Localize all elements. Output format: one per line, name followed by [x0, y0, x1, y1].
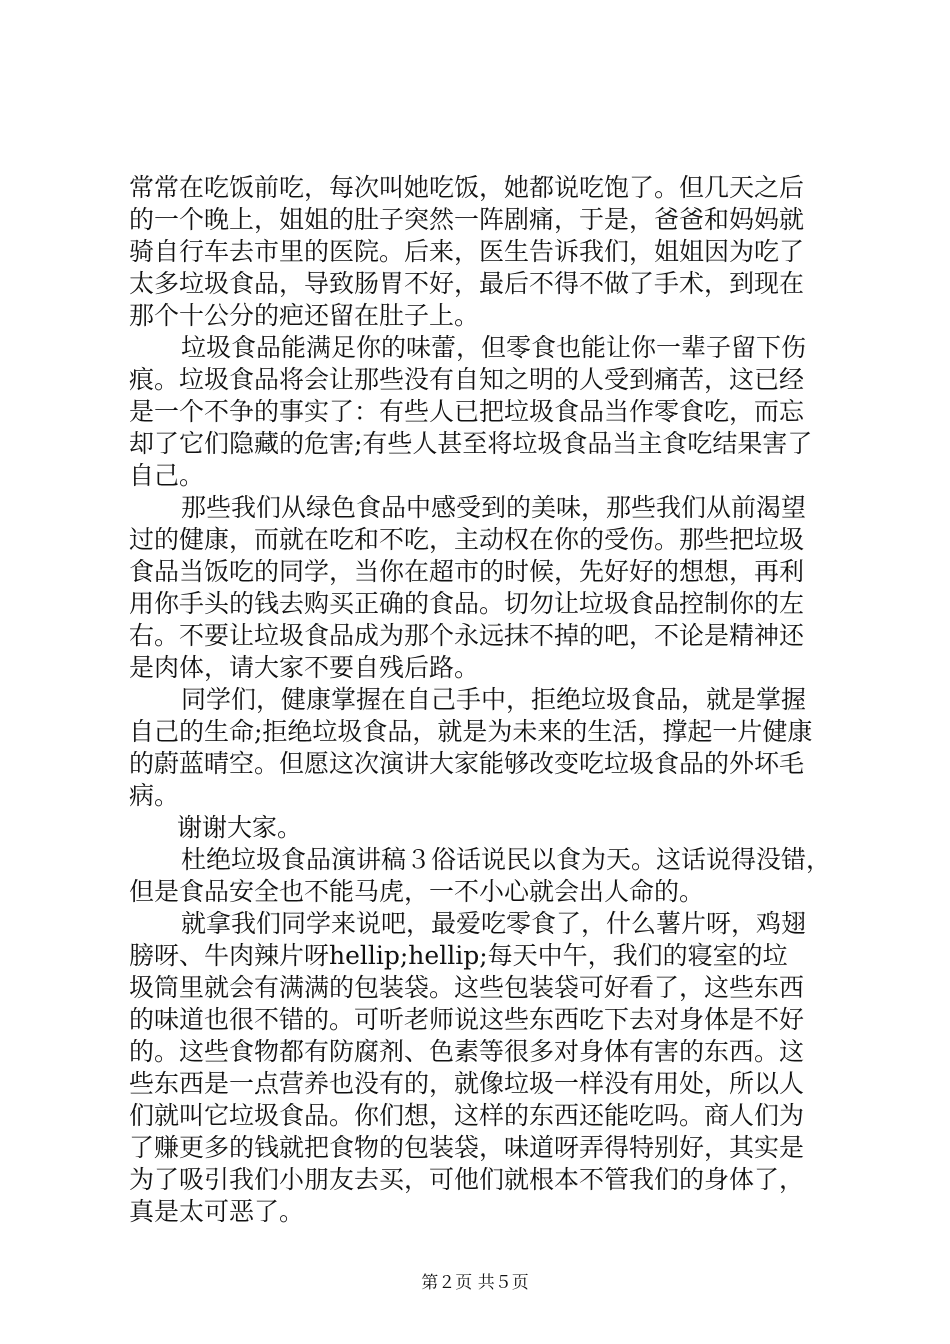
- text-line: 用你手头的钱去购买正确的食品。切勿让垃圾食品控制你的左: [129, 589, 805, 618]
- text-line: 自己的生命;拒绝垃圾食品，就是为未来的生活，撑起一片健康: [129, 717, 813, 746]
- text-line: 太多垃圾食品，导致肠胃不好，最后不得不做了手术，到现在: [129, 269, 805, 298]
- text-line: 的一个晚上，姐姐的肚子突然一阵剧痛，于是，爸爸和妈妈就: [129, 205, 805, 234]
- text-line: 骑自行车去市里的医院。后来，医生告诉我们，姐姐因为吃了: [129, 237, 805, 266]
- text-line: 膀呀、牛肉辣片呀hellip;hellip;每天中午，我们的寝室的垃: [129, 941, 788, 970]
- text-line: 过的健康，而就在吃和不吃，主动权在你的受伤。那些把垃圾: [129, 525, 805, 554]
- text-line: 真是太可恶了。: [129, 1197, 305, 1226]
- document-body: [129, 172, 833, 1228]
- paragraph-start-line: 垃圾食品能满足你的味蕾，但零食也能让你一辈子留下伤: [181, 333, 807, 362]
- text-line: 们就叫它垃圾食品。你们想，这样的东西还能吃吗。商人们为: [129, 1101, 805, 1130]
- text-line: 的味道也很不错的。可听老师说这些东西吃下去对身体是不好: [129, 1005, 805, 1034]
- text-line: 却了它们隐藏的危害;有些人甚至将垃圾食品当主食吃结果害了: [129, 429, 813, 458]
- text-line: 圾筒里就会有满满的包装袋。这些包装袋可好看了，这些东西: [129, 973, 805, 1002]
- text-line: 的蔚蓝晴空。但愿这次演讲大家能够改变吃垃圾食品的外坏毛: [129, 749, 805, 778]
- text-line: 的。这些食物都有防腐剂、色素等很多对身体有害的东西。这: [129, 1037, 805, 1066]
- text-line: 痕。垃圾食品将会让那些没有自知之明的人受到痛苦，这已经: [129, 365, 805, 394]
- text-line: 为了吸引我们小朋友去买，可他们就根本不管我们的身体了，: [129, 1165, 805, 1194]
- page-number-footer: 第２页 共５页: [421, 1273, 529, 1293]
- text-line: 病。: [129, 781, 180, 810]
- text-line: 自己。: [129, 461, 205, 490]
- text-line: 些东西是一点营养也没有的，就像垃圾一样没有用处，所以人: [129, 1069, 805, 1098]
- text-line: 是肉体，请大家不要自残后路。: [129, 653, 480, 682]
- paragraph-start-line: 那些我们从绿色食品中感受到的美味，那些我们从前渴望: [181, 493, 807, 522]
- text-line: 右。不要让垃圾食品成为那个永远抹不掉的吧，不论是精神还: [129, 621, 805, 650]
- text-line: 食品当饭吃的同学，当你在超市的时候，先好好的想想，再利: [129, 557, 805, 586]
- paragraph-start-line: 杜绝垃圾食品演讲稿３俗话说民以食为天。这话说得没错，: [181, 845, 832, 874]
- paragraph-start-line: 谢谢大家。: [177, 813, 303, 842]
- text-line: 是一个不争的事实了：有些人已把垃圾食品当作零食吃，而忘: [129, 397, 805, 426]
- text-line: 但是食品安全也不能马虎，一不小心就会出人命的。: [129, 877, 705, 906]
- text-line: 了赚更多的钱就把食物的包装袋，味道呀弄得特别好，其实是: [129, 1133, 805, 1162]
- text-line: 那个十公分的疤还留在肚子上。: [129, 301, 480, 330]
- text-line: 常常在吃饭前吃，每次叫她吃饭，她都说吃饱了。但几天之后: [129, 173, 805, 202]
- paragraph-start-line: 就拿我们同学来说吧，最爱吃零食了，什么薯片呀，鸡翅: [181, 909, 807, 938]
- paragraph-start-line: 同学们，健康掌握在自己手中，拒绝垃圾食品，就是掌握: [181, 685, 807, 714]
